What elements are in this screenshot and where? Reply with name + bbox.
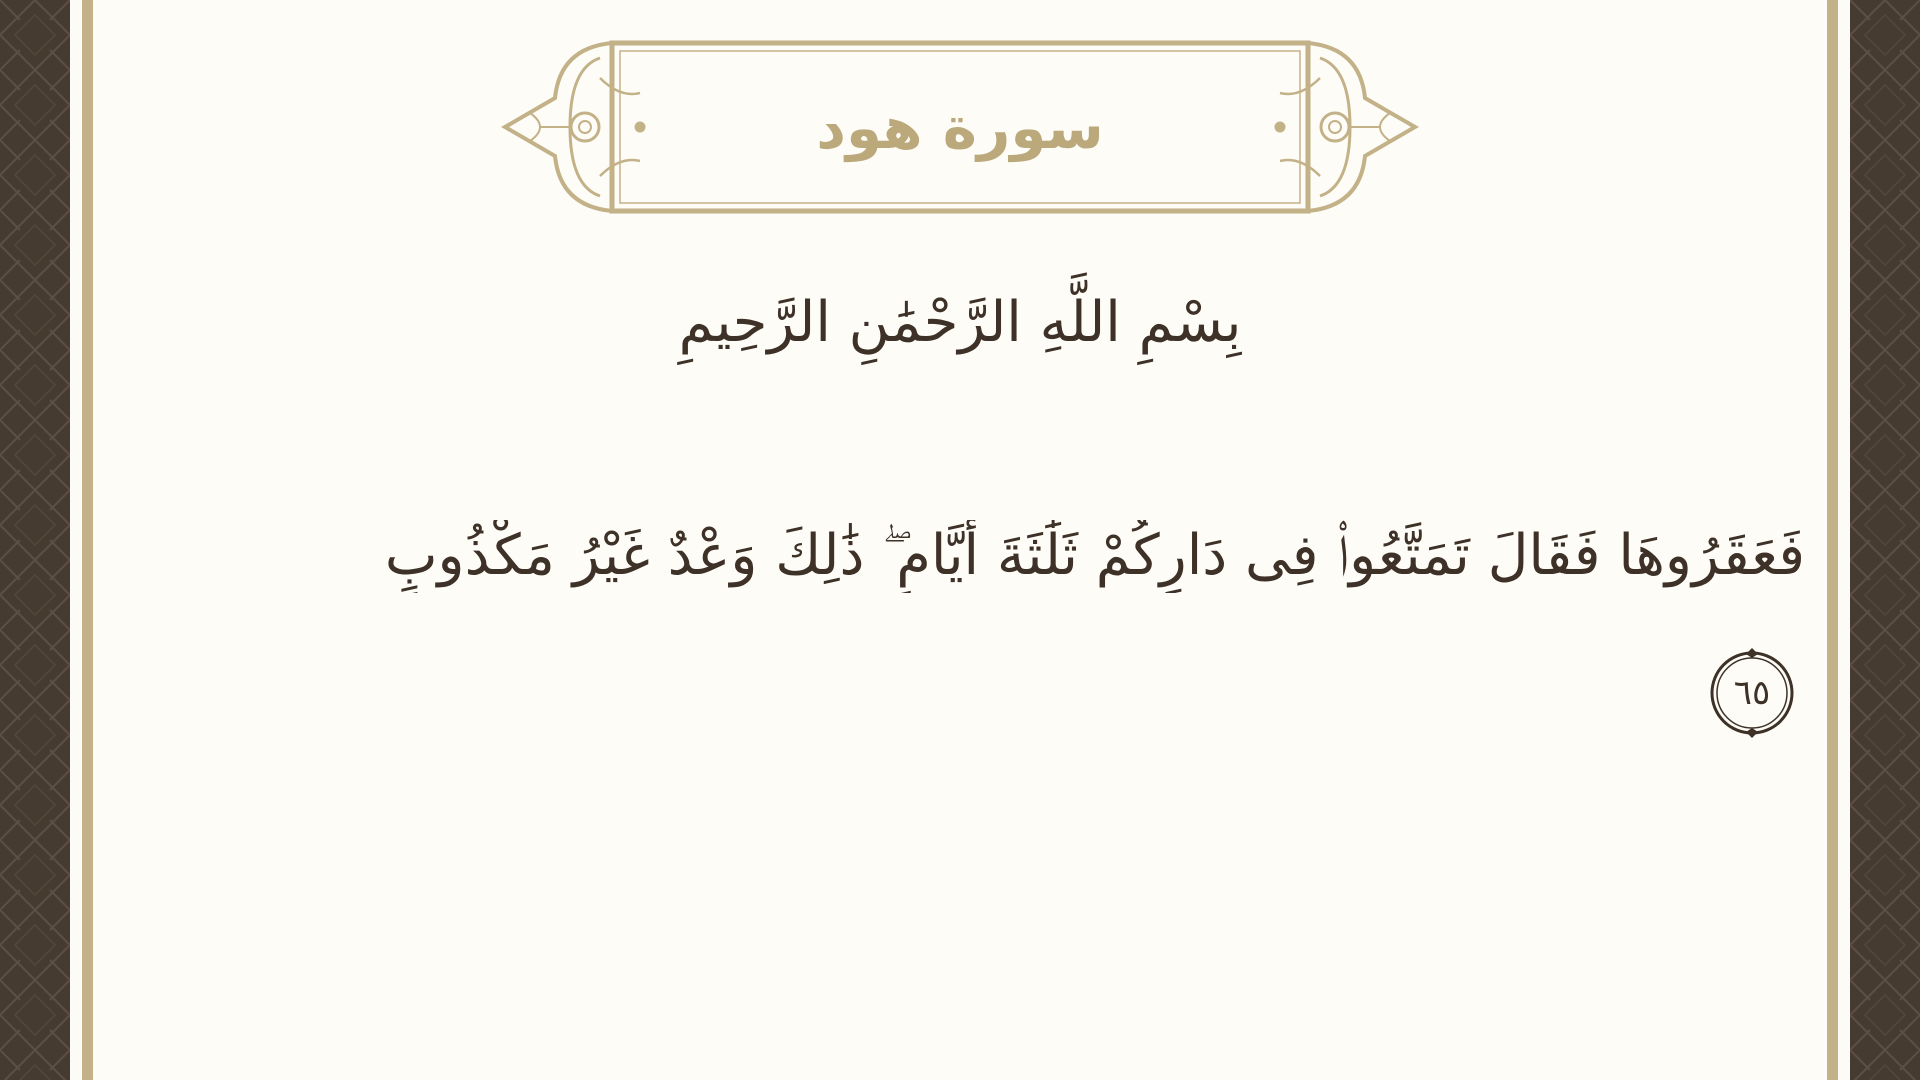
right-gold-rule [1827, 0, 1838, 1080]
verse-number: ٦٥ [1733, 673, 1771, 713]
verse-number-marker [1705, 646, 1799, 740]
surah-title-frame [500, 38, 1420, 228]
geometric-pattern [1850, 0, 1920, 1080]
geometric-pattern [0, 0, 70, 1080]
basmala: بِسْمِ اللَّهِ الرَّحْمَٰنِ الرَّحِيمِ [678, 290, 1242, 355]
verse-text: فَعَقَرُوهَا فَقَالَ تَمَتَّعُوا۟ فِى دَارِكُمْ ثَلَٰثَةَ أَيَّامٍ ۖ ذَٰلِكَ وَعْدٌ غَيْرُ مَكْذُوبٍ [384, 523, 1805, 588]
right-ornamental-border [1850, 0, 1920, 1080]
left-gold-rule [82, 0, 93, 1080]
surah-title: سورة هود [816, 94, 1104, 162]
left-ornamental-border [0, 0, 70, 1080]
